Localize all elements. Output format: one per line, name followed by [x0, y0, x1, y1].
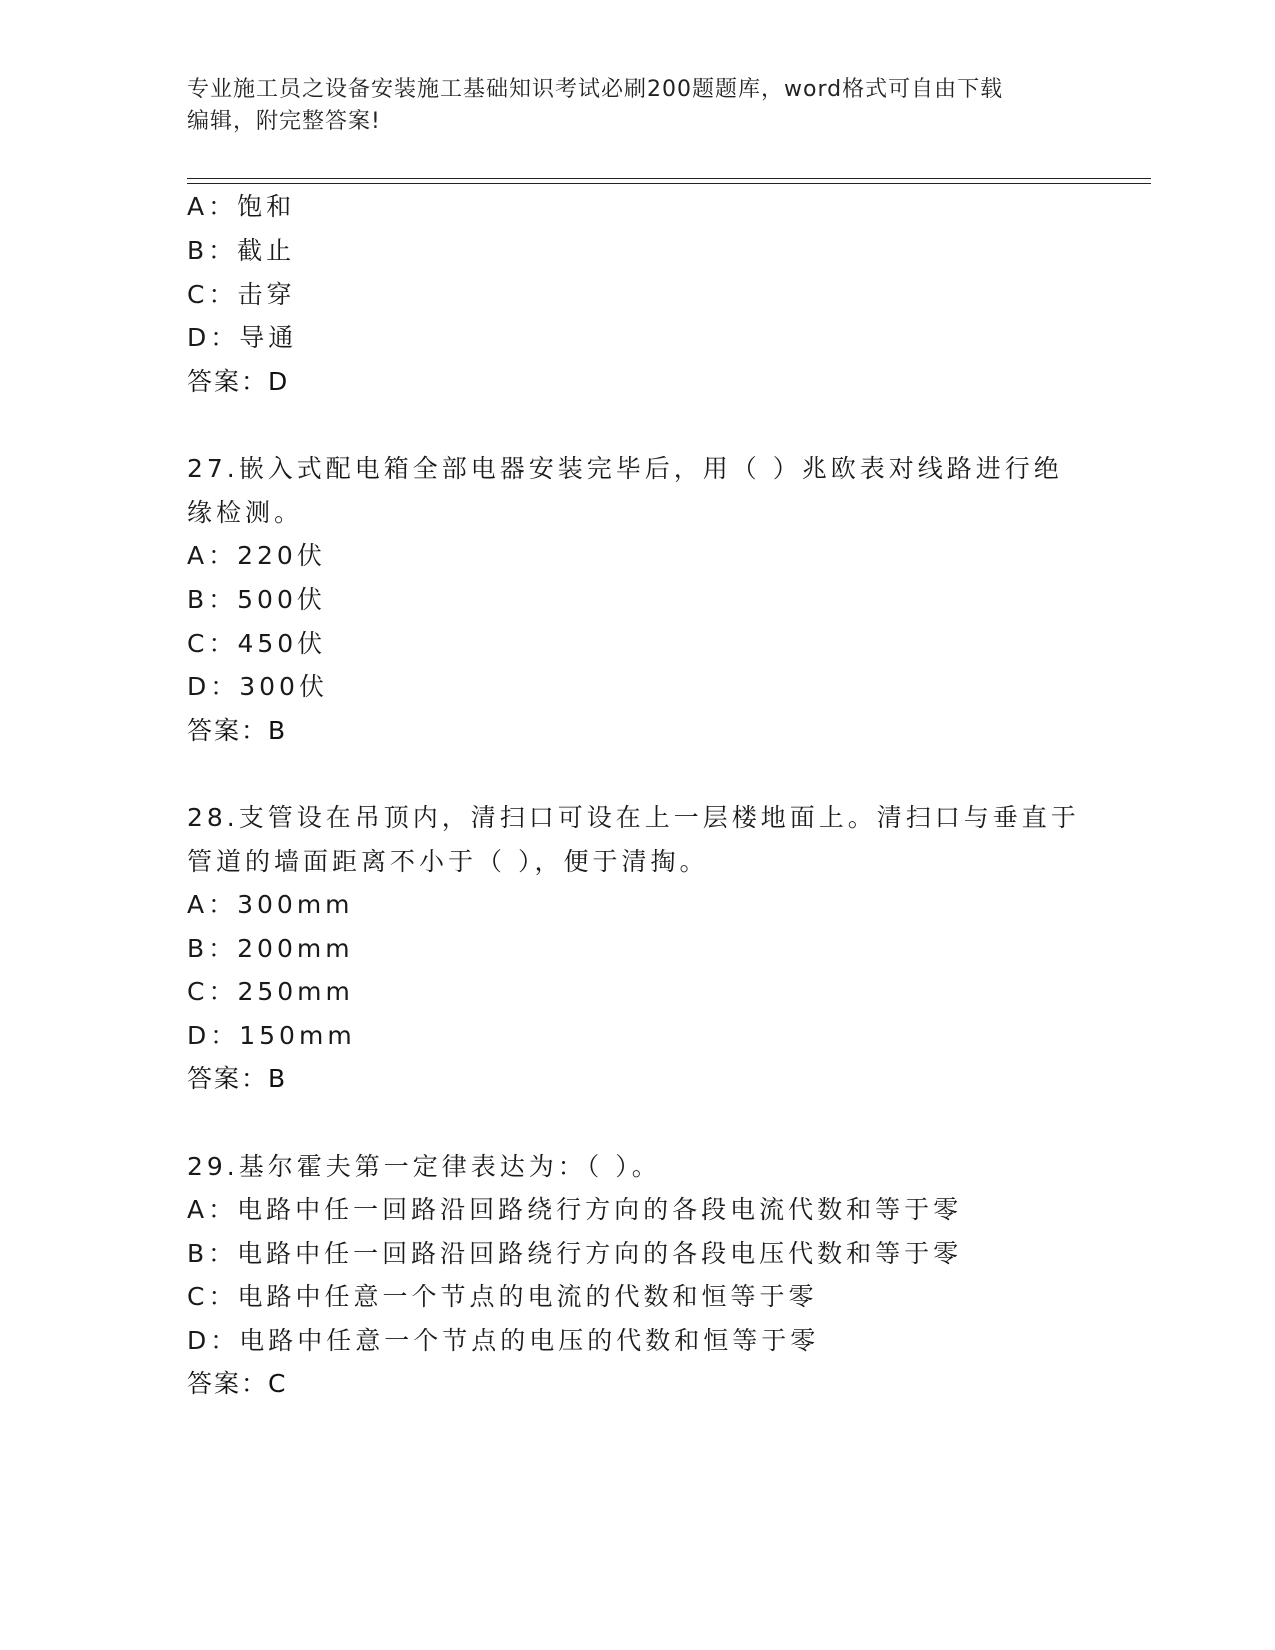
prev-option-b: B：截止 [187, 236, 296, 265]
q27-text-line2: 缘检测。 [187, 498, 304, 527]
document-header [187, 74, 1087, 138]
q29-option-d: D：电路中任意一个节点的电压的代数和恒等于零 [187, 1326, 820, 1355]
prev-option-c: C：击穿 [187, 280, 296, 309]
q27-text-line1: 27.嵌入式配电箱全部电器安装完毕后，用（ ）兆欧表对线路进行绝 [187, 454, 1063, 483]
q29-answer: 答案：C [187, 1369, 288, 1398]
q29-option-c: C：电路中任意一个节点的电流的代数和恒等于零 [187, 1282, 818, 1311]
q27-option-d: D：300伏 [187, 672, 328, 701]
header-title-line2: 编辑，附完整答案! [187, 109, 381, 134]
q27-option-b: B：500伏 [187, 585, 326, 614]
q27-option-c: C：450伏 [187, 629, 327, 658]
q29-option-a: A：电路中任一回路沿回路绕行方向的各段电流代数和等于零 [187, 1195, 963, 1224]
prev-option-a: A：饱和 [187, 192, 296, 221]
q27-option-a: A：220伏 [187, 541, 326, 570]
q28-text-line1: 28.支管设在吊顶内，清扫口可设在上一层楼地面上。清扫口与垂直于 [187, 803, 1080, 832]
q28-option-b: B：200mm [187, 934, 354, 963]
q29-option-b: B：电路中任一回路沿回路绕行方向的各段电压代数和等于零 [187, 1239, 963, 1268]
prev-option-d: D：导通 [187, 323, 298, 352]
q27-answer: 答案：B [187, 716, 288, 745]
header-title-line1: 专业施工员之设备安装施工基础知识考试必刷200题题库，word格式可自由下载 [187, 77, 1004, 102]
q28-text-line2: 管道的墙面距离不小于（ ），便于清掏。 [187, 847, 709, 876]
q28-option-a: A：300mm [187, 890, 354, 919]
header-divider-bottom [187, 183, 1151, 184]
q28-option-c: C：250mm [187, 977, 354, 1006]
q29-text-line1: 29.基尔霍夫第一定律表达为：（ ）。 [187, 1152, 661, 1181]
header-divider-top [187, 178, 1151, 179]
q28-answer: 答案：B [187, 1064, 288, 1093]
q28-option-d: D：150mm [187, 1021, 356, 1050]
prev-answer: 答案：D [187, 367, 290, 396]
